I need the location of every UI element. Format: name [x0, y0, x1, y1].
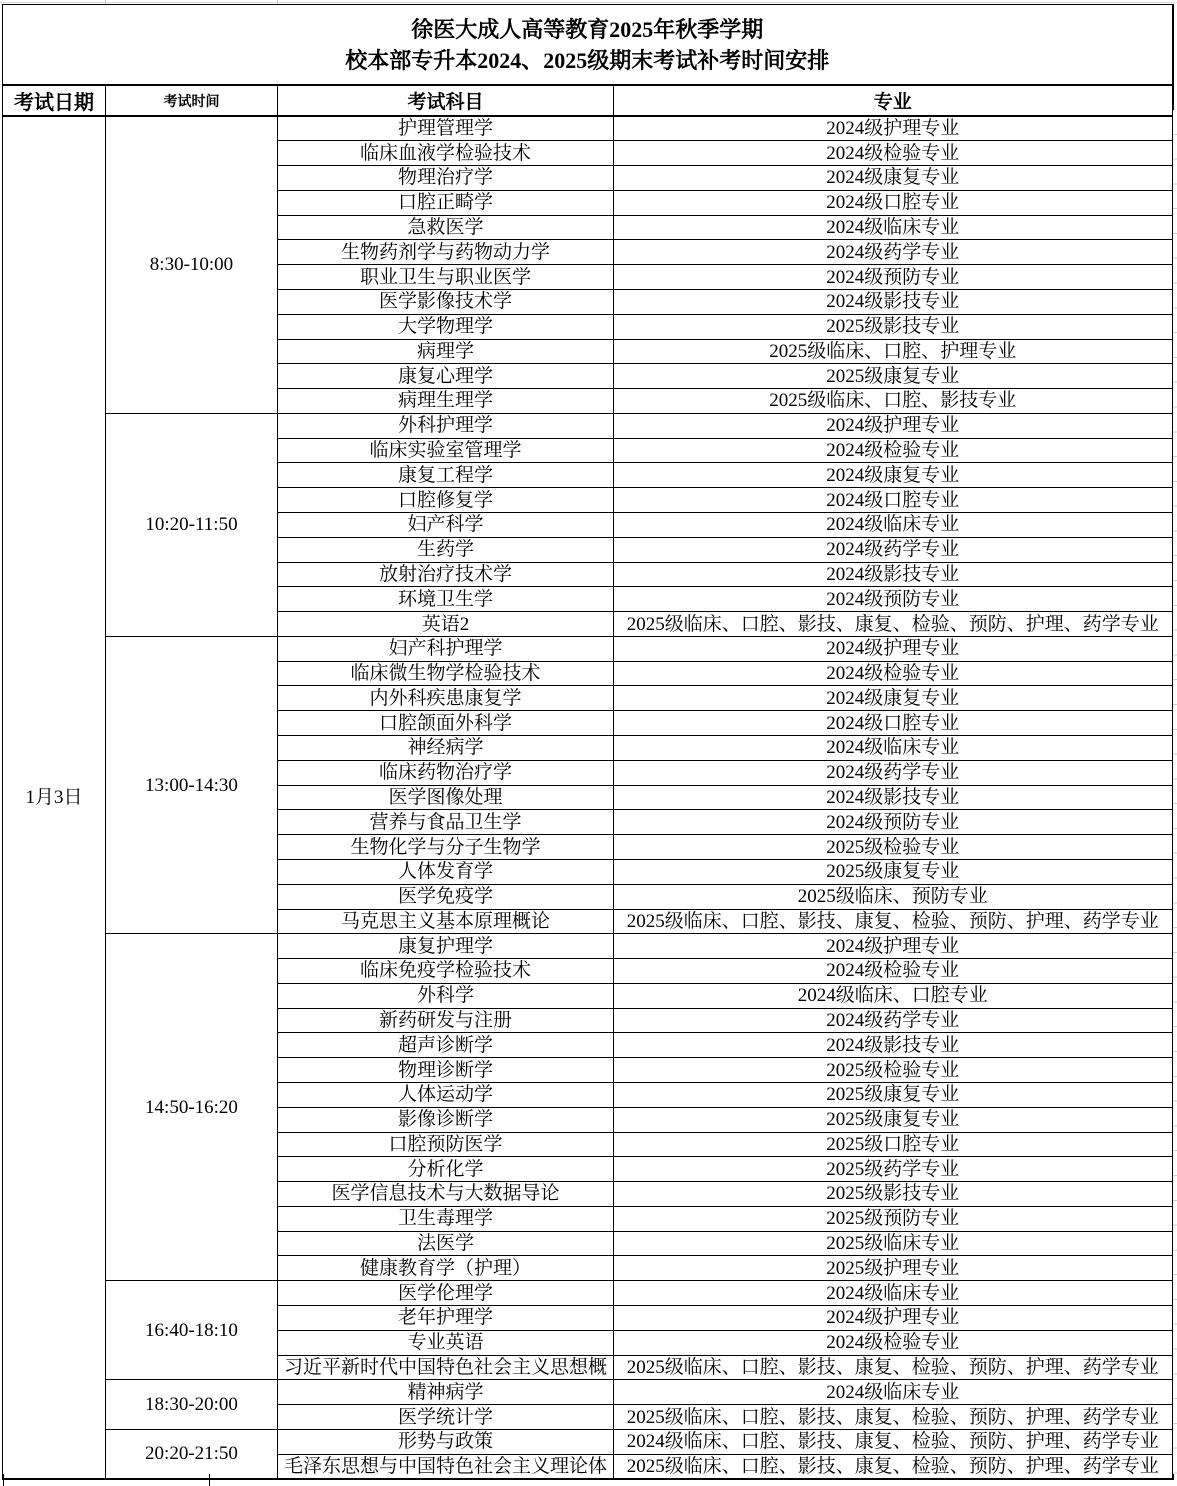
subject-cell: 物理诊断学: [278, 1058, 614, 1083]
exam-time-cell: 14:50-16:20: [106, 934, 278, 1281]
subject-cell: 康复护理学: [278, 934, 614, 959]
subject-cell: 环境卫生学: [278, 587, 614, 612]
subject-cell: 生药学: [278, 537, 614, 562]
major-cell: 2024级药学专业: [614, 1008, 1173, 1033]
exam-row: [3, 934, 1173, 959]
major-cell: 2024级影技专业: [614, 785, 1173, 810]
subject-cell: 口腔预防医学: [278, 1132, 614, 1157]
subject-cell: 分析化学: [278, 1157, 614, 1182]
exam-row: [3, 636, 1173, 661]
exam-row: [3, 116, 1173, 141]
subject-cell: 人体发育学: [278, 859, 614, 884]
subject-cell: 习近平新时代中国特色社会主义思想概: [278, 1355, 614, 1380]
exam-schedule: [2, 4, 1174, 1480]
major-cell: 2024级药学专业: [614, 240, 1173, 265]
major-cell: 2024级护理专业: [614, 413, 1173, 438]
major-cell: 2024级临床、口腔、影技、康复、检验、预防、护理、药学专业: [614, 1429, 1173, 1454]
subject-cell: 医学图像处理: [278, 785, 614, 810]
subject-cell: 物理治疗学: [278, 166, 614, 191]
major-cell: 2025级临床、口腔、影技、康复、检验、预防、护理、药学专业: [614, 612, 1173, 637]
exam-row: [3, 1380, 1173, 1405]
major-cell: 2025级预防专业: [614, 1206, 1173, 1231]
exam-row: [3, 413, 1173, 438]
subject-cell: 病理学: [278, 339, 614, 364]
subject-cell: 临床免疫学检验技术: [278, 959, 614, 984]
sheet-gridline-stub: [3, 1474, 4, 1486]
subject-cell: 新药研发与注册: [278, 1008, 614, 1033]
major-cell: 2025级药学专业: [614, 1157, 1173, 1182]
major-cell: 2024级护理专业: [614, 934, 1173, 959]
major-cell: 2024级影技专业: [614, 562, 1173, 587]
sheet-top-gridline: [0, 2, 1177, 3]
major-cell: 2024级护理专业: [614, 636, 1173, 661]
document-title-line1: 徐医大成人高等教育2025年秋季学期: [411, 16, 764, 42]
subject-cell: 精神病学: [278, 1380, 614, 1405]
major-cell: 2025级口腔专业: [614, 1132, 1173, 1157]
major-cell: 2025级康复专业: [614, 1082, 1173, 1107]
column-header-row: [3, 85, 1173, 116]
major-cell: 2025级影技专业: [614, 314, 1173, 339]
exam-time-cell: 16:40-18:10: [106, 1281, 278, 1380]
exam-time-cell: 10:20-11:50: [106, 413, 278, 636]
subject-cell: 康复心理学: [278, 364, 614, 389]
subject-cell: 护理管理学: [278, 116, 614, 141]
major-cell: 2024级药学专业: [614, 537, 1173, 562]
subject-cell: 神经病学: [278, 736, 614, 761]
subject-cell: 健康教育学（护理）: [278, 1256, 614, 1281]
major-cell: 2024级预防专业: [614, 587, 1173, 612]
major-cell: 2025级康复专业: [614, 364, 1173, 389]
major-cell: 2024级临床、口腔专业: [614, 983, 1173, 1008]
subject-cell: 医学统计学: [278, 1405, 614, 1430]
subject-cell: 影像诊断学: [278, 1107, 614, 1132]
subject-cell: 职业卫生与职业医学: [278, 265, 614, 290]
exam-date-cell: 1月3日: [3, 116, 106, 1479]
exam-schedule-table: [2, 4, 1174, 1480]
major-cell: 2024级预防专业: [614, 265, 1173, 290]
major-cell: 2024级影技专业: [614, 1033, 1173, 1058]
major-cell: 2024级护理专业: [614, 1306, 1173, 1331]
subject-cell: 医学免疫学: [278, 884, 614, 909]
subject-cell: 卫生毒理学: [278, 1206, 614, 1231]
subject-cell: 生物药剂学与药物动力学: [278, 240, 614, 265]
subject-cell: 临床血液学检验技术: [278, 141, 614, 166]
major-cell: 2024级影技专业: [614, 289, 1173, 314]
major-cell: 2024级临床专业: [614, 1380, 1173, 1405]
major-cell: 2025级临床、口腔、影技、康复、检验、预防、护理、药学专业: [614, 1355, 1173, 1380]
major-cell: 2025级检验专业: [614, 1058, 1173, 1083]
subject-cell: 医学伦理学: [278, 1281, 614, 1306]
sheet-right-gridlines: [1173, 110, 1177, 1474]
subject-cell: 形势与政策: [278, 1429, 614, 1454]
subject-cell: 临床实验室管理学: [278, 438, 614, 463]
major-cell: 2024级检验专业: [614, 661, 1173, 686]
major-cell: 2025级影技专业: [614, 1182, 1173, 1207]
sheet-gridline-stub: [209, 1474, 210, 1486]
column-header-major: 专业: [614, 85, 1173, 116]
subject-cell: 专业英语: [278, 1330, 614, 1355]
major-cell: 2025级临床、口腔、影技、康复、检验、预防、护理、药学专业: [614, 1454, 1173, 1479]
document-title: [3, 5, 1173, 86]
subject-cell: 法医学: [278, 1231, 614, 1256]
column-header-time: 考试时间: [106, 85, 278, 116]
subject-cell: 临床微生物学检验技术: [278, 661, 614, 686]
major-cell: 2024级药学专业: [614, 760, 1173, 785]
subject-cell: 妇产科护理学: [278, 636, 614, 661]
major-cell: 2025级临床、预防专业: [614, 884, 1173, 909]
major-cell: 2024级检验专业: [614, 438, 1173, 463]
subject-cell: 生物化学与分子生物学: [278, 835, 614, 860]
subject-cell: 老年护理学: [278, 1306, 614, 1331]
subject-cell: 营养与食品卫生学: [278, 810, 614, 835]
major-cell: 2024级康复专业: [614, 463, 1173, 488]
exam-time-cell: 18:30-20:00: [106, 1380, 278, 1430]
exam-row: [3, 1429, 1173, 1454]
major-cell: 2024级检验专业: [614, 1330, 1173, 1355]
subject-cell: 康复工程学: [278, 463, 614, 488]
exam-time-cell: 20:20-21:50: [106, 1429, 278, 1479]
major-cell: 2024级临床专业: [614, 513, 1173, 538]
exam-time-cell: 8:30-10:00: [106, 116, 278, 413]
major-cell: 2025级临床、口腔、影技、康复、检验、预防、护理、药学专业: [614, 1405, 1173, 1430]
subject-cell: 放射治疗技术学: [278, 562, 614, 587]
major-cell: 2025级检验专业: [614, 835, 1173, 860]
major-cell: 2025级临床、口腔、影技专业: [614, 389, 1173, 414]
major-cell: 2024级检验专业: [614, 141, 1173, 166]
major-cell: 2025级临床、口腔、护理专业: [614, 339, 1173, 364]
subject-cell: 大学物理学: [278, 314, 614, 339]
major-cell: 2024级护理专业: [614, 116, 1173, 141]
major-cell: 2025级护理专业: [614, 1256, 1173, 1281]
subject-cell: 口腔修复学: [278, 488, 614, 513]
major-cell: 2024级康复专业: [614, 166, 1173, 191]
subject-cell: 英语2: [278, 612, 614, 637]
subject-cell: 医学影像技术学: [278, 289, 614, 314]
subject-cell: 急救医学: [278, 215, 614, 240]
subject-cell: 医学信息技术与大数据导论: [278, 1182, 614, 1207]
subject-cell: 内外科疾患康复学: [278, 686, 614, 711]
subject-cell: 病理生理学: [278, 389, 614, 414]
major-cell: 2024级检验专业: [614, 959, 1173, 984]
subject-cell: 妇产科学: [278, 513, 614, 538]
major-cell: 2024级康复专业: [614, 686, 1173, 711]
major-cell: 2024级口腔专业: [614, 488, 1173, 513]
subject-cell: 临床药物治疗学: [278, 760, 614, 785]
major-cell: 2024级预防专业: [614, 810, 1173, 835]
column-header-subject: 考试科目: [278, 85, 614, 116]
major-cell: 2024级临床专业: [614, 1281, 1173, 1306]
exam-row: [3, 1281, 1173, 1306]
subject-cell: 外科护理学: [278, 413, 614, 438]
major-cell: 2025级临床专业: [614, 1231, 1173, 1256]
subject-cell: 马克思主义基本原理概论: [278, 909, 614, 934]
major-cell: 2024级临床专业: [614, 215, 1173, 240]
major-cell: 2025级康复专业: [614, 859, 1173, 884]
subject-cell: 口腔颌面外科学: [278, 711, 614, 736]
major-cell: 2024级临床专业: [614, 736, 1173, 761]
major-cell: 2025级临床、口腔、影技、康复、检验、预防、护理、药学专业: [614, 909, 1173, 934]
major-cell: 2024级口腔专业: [614, 190, 1173, 215]
subject-cell: 超声诊断学: [278, 1033, 614, 1058]
subject-cell: 毛泽东思想与中国特色社会主义理论体: [278, 1454, 614, 1479]
subject-cell: 人体运动学: [278, 1082, 614, 1107]
document-title-line2: 校本部专升本2024、2025级期末考试补考时间安排: [345, 47, 830, 73]
subject-cell: 外科学: [278, 983, 614, 1008]
subject-cell: 口腔正畸学: [278, 190, 614, 215]
column-header-date: 考试日期: [3, 85, 106, 116]
exam-time-cell: 13:00-14:30: [106, 636, 278, 933]
major-cell: 2025级康复专业: [614, 1107, 1173, 1132]
major-cell: 2024级口腔专业: [614, 711, 1173, 736]
title-row: [3, 5, 1173, 86]
